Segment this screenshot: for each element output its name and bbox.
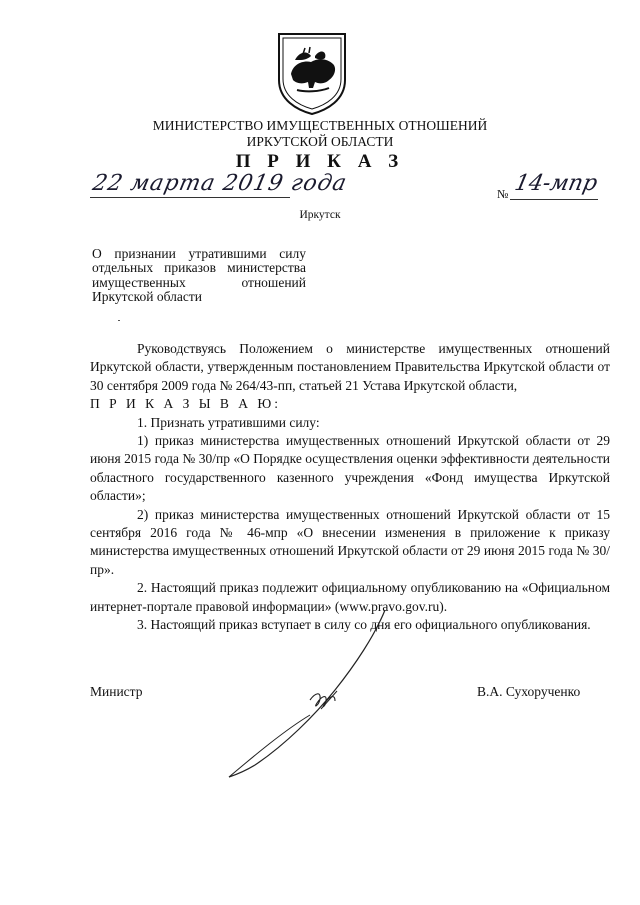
item-3: 3. Настоящий приказ вступает в силу со дня его официального опубликования.: [137, 617, 591, 633]
number-underline: [510, 199, 598, 200]
document-type-title: П Р И К А З: [235, 151, 405, 172]
ministry-name: [0, 118, 640, 150]
ministry-line-1: МИНИСТЕРСТВО ИМУЩЕСТВЕННЫХ ОТНОШЕНИЙ: [152, 118, 488, 133]
signature-icon: [225, 605, 415, 780]
scan-mark: [118, 320, 120, 321]
item-1: 1. Признать утратившими силу:: [137, 414, 320, 430]
number-sign: №: [497, 187, 509, 201]
item-1-subitem-1: 1) приказ министерства имущественных отношений Иркутской области от 29 июня 2015 года № 30/пр «О Порядке осуществления оценки эффективности деятельности областного государственного казенного учреждения «Фонд имущества Иркутской области»;: [90, 433, 610, 504]
preamble-paragraph: Руководствуясь Положением о министерстве имущественных отношений Иркутской области, утвержденным постановлением Правительства Иркутской области от 30 сентября 2009 года № 264/43-пп, статьей 21 Устава Иркутской области,: [90, 341, 610, 393]
date-underline: [90, 197, 290, 198]
order-subject: О признании утратившими силу отдельных приказов министерства имущественных отношений Иркутской области: [92, 246, 306, 305]
signatory-position: Министр: [90, 684, 143, 699]
signatory-name: В.А. Сухорученко: [477, 684, 581, 699]
coat-of-arms-icon: [275, 30, 349, 116]
handwritten-number: 14-мпр: [512, 171, 600, 196]
city-name: Иркутск: [299, 209, 341, 221]
item-2: 2. Настоящий приказ подлежит официальному опубликованию на «Официальном интернет-портале правовой информации» (www.pravo.gov.ru).: [90, 580, 610, 614]
order-word: П Р И К А З Ы В А Ю:: [90, 396, 282, 412]
handwritten-date: 22 марта 2019 года: [90, 171, 350, 196]
ministry-line-2: ИРКУТСКОЙ ОБЛАСТИ: [246, 134, 394, 149]
order-body: [90, 340, 610, 635]
item-1-subitem-2: 2) приказ министерства имущественных отношений Иркутской области от 15 сентября 2016 года № 46-мпр «О внесении изменения в приложение к приказу министерства имущественных отношений Иркутской области от 29 июня 2015 года № 30/пр».: [90, 506, 610, 577]
